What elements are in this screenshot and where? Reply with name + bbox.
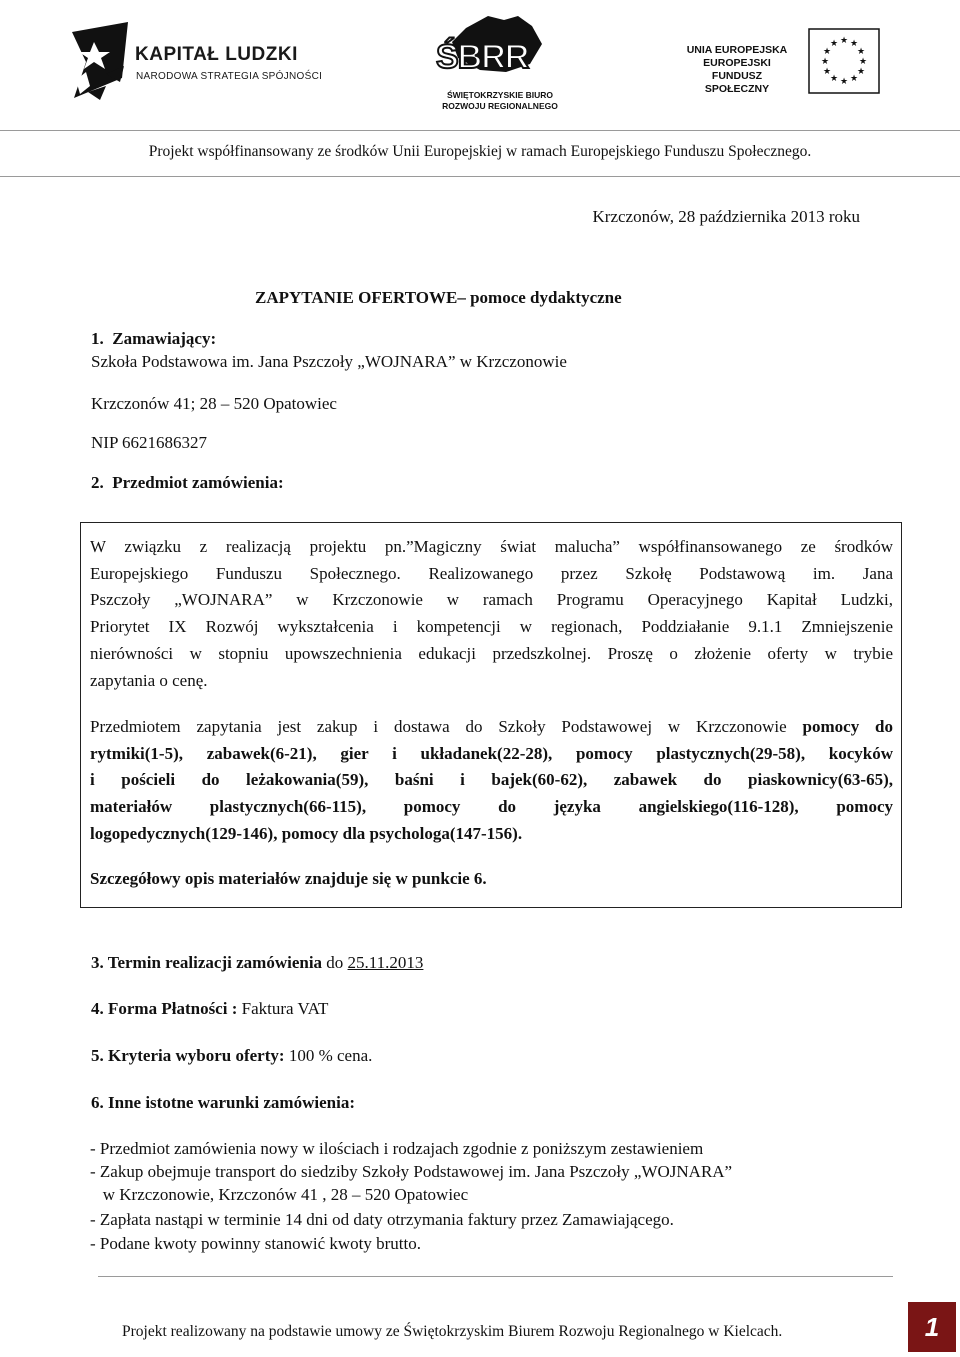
section-6-heading: 6. Inne istotne warunki zamówienia: xyxy=(91,1093,355,1112)
header-rule-top xyxy=(0,130,960,131)
eu-line-3: FUNDUSZ SPOŁECZNY xyxy=(704,70,770,95)
condition-line: - Zakup obejmuje transport do siedziby Szkoły Podstawowej im. Jana Pszczoły „WOJNARA” xyxy=(90,1162,733,1181)
footer-text: Projekt realizowany na podstawie umowy ze Świętokrzyskim Biurem Rozwoju Regionalnego w Kielcach. xyxy=(122,1323,783,1340)
eu-flag-icon xyxy=(808,28,880,94)
section-3-line xyxy=(91,953,423,973)
svg-text:★: ★ xyxy=(829,39,839,49)
section-1-title: Zamawiający: xyxy=(112,329,217,348)
paragraph-line: Pszczoły „WOJNARA” w Krzczonowie w ramach Programu Operacyjnego Kapitał Ludzki, xyxy=(90,590,893,610)
order-items-intro: Przedmiotem zapytania jest zakup i dostawa do Szkoły Podstawowej w Krzczonowie xyxy=(90,717,803,736)
section-2-title: Przedmiot zamówienia: xyxy=(112,473,284,492)
section-4-label: 4. Forma Płatności : xyxy=(91,999,238,1018)
header-caption: Projekt współfinansowany ze środków Unii Europejskiej w ramach Europejskiego Funduszu Społecznego. xyxy=(148,143,812,160)
eu-line-1: UNIA EUROPEJSKA xyxy=(686,44,788,56)
sbrr-subtitle-line-1: ŚWIĘTOKRZYSKIE BIURO xyxy=(446,90,554,100)
section-3-label: 3. Termin realizacji zamówienia xyxy=(91,953,323,972)
condition-line: w Krzczonowie, Krzczonów 41 , 28 – 520 Opatowiec xyxy=(90,1185,469,1204)
details-note: Szczegółowy opis materiałów znajduje się w punkcie 6. xyxy=(90,869,487,888)
contracting-address: Krzczonów 41; 28 – 520 Opatowiec xyxy=(91,394,337,413)
kapital-ludzki-title: KAPITAŁ LUDZKI xyxy=(135,44,298,65)
section-5-line xyxy=(91,1046,372,1066)
svg-text:★: ★ xyxy=(856,47,866,57)
paragraph-line: Priorytet IX Rozwój wykształcenia i kompetencji w regionach, Poddziałanie 9.1.1 Zmniejszenie xyxy=(90,617,893,637)
paragraph-line: zapytania o cenę. xyxy=(90,670,208,690)
section-5-label: 5. Kryteria wyboru oferty: xyxy=(91,1046,285,1065)
sbrr-subtitle-line-2: ROZWOJU REGIONALNEGO xyxy=(442,101,558,111)
order-items-paragraph xyxy=(90,714,893,848)
order-subject-paragraph xyxy=(90,534,893,694)
section-3-connector: do xyxy=(322,953,348,972)
contracting-school-name: Szkoła Podstawowa im. Jana Pszczoły „WOJNARA” w Krzczonowie xyxy=(91,352,567,371)
contracting-nip: NIP 6621686327 xyxy=(91,433,208,452)
svg-text:★: ★ xyxy=(839,36,849,46)
page-number-badge: 1 xyxy=(908,1302,956,1352)
svg-text:★: ★ xyxy=(856,67,866,77)
svg-text:★: ★ xyxy=(858,57,868,67)
svg-text:★: ★ xyxy=(822,47,832,57)
svg-text:★: ★ xyxy=(849,74,859,84)
order-items-bold-start: pomocy do xyxy=(802,717,893,736)
svg-text:★: ★ xyxy=(829,74,839,84)
document-title: ZAPYTANIE OFERTOWE– pomoce dydaktyczne xyxy=(255,288,622,307)
footer-rule xyxy=(98,1276,893,1277)
condition-line: - Zapłata nastąpi w terminie 14 dni od daty otrzymania faktury przez Zamawiającego. xyxy=(90,1210,674,1229)
eu-line-2: EUROPEJSKI xyxy=(703,57,771,69)
section-3-date: 25.11.2013 xyxy=(347,953,424,972)
kapital-ludzki-subtitle: NARODOWA STRATEGIA SPÓJNOŚCI xyxy=(136,71,323,82)
svg-text:★: ★ xyxy=(849,39,859,49)
paragraph-line: nierówności w stopniu upowszechnienia edukacji przedszkolnej. Proszę o złożenie oferty w trybie xyxy=(90,643,893,663)
paragraph-line: materiałów plastycznych(66-115), pomocy do języka angielskiego(116-128), pomocy xyxy=(90,797,893,817)
sbrr-logo-subtitle xyxy=(430,90,570,112)
section-1-number: 1. xyxy=(91,329,104,348)
condition-line: - Podane kwoty powinny stanowić kwoty brutto. xyxy=(90,1234,421,1253)
sbrr-logo-text: ŚBRR xyxy=(436,38,529,76)
paragraph-line: rytmiki(1-5), zabawek(6-21), gier i układanek(22-28), pomocy plastycznych(29-58), kocyków xyxy=(90,743,893,763)
eu-fund-label xyxy=(680,44,794,96)
paragraph-line xyxy=(90,714,893,741)
section-5-value: 100 % cena. xyxy=(284,1046,373,1065)
svg-text:★: ★ xyxy=(822,67,832,77)
section-1-heading xyxy=(91,329,216,349)
paragraph-line: Europejskiego Funduszu Społecznego. Realizowanego przez Szkołę Podstawową im. Jana xyxy=(90,563,893,583)
svg-text:★: ★ xyxy=(839,77,849,87)
paragraph-line: i pościeli do leżakowania(59), baśni i bajek(60-62), zabawek do piaskownicy(63-65), xyxy=(90,770,893,790)
header-rule-bottom xyxy=(0,176,960,177)
section-4-value: Faktura VAT xyxy=(237,999,329,1018)
svg-text:★: ★ xyxy=(820,57,830,67)
section-2-heading xyxy=(91,473,284,493)
section-4-line xyxy=(91,999,328,1019)
paragraph-line: logopedycznych(129-146), pomocy dla psychologa(147-156). xyxy=(90,823,523,843)
date-line: Krzczonów, 28 października 2013 roku xyxy=(592,207,860,226)
paragraph-line: W związku z realizacją projektu pn.”Magiczny świat malucha” współfinansowanego ze środków xyxy=(90,537,893,556)
section-2-number: 2. xyxy=(91,473,104,492)
condition-line: - Przedmiot zamówienia nowy w ilościach i rodzajach zgodnie z poniższym zestawieniem xyxy=(90,1139,704,1158)
